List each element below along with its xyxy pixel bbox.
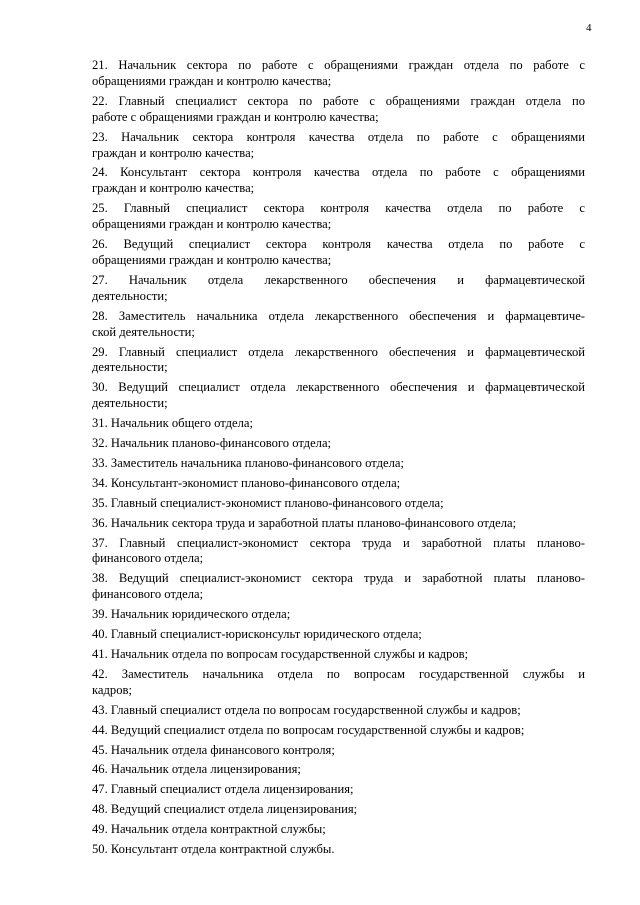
list-item [92,456,585,472]
list-item-first-line: 43. Главный специалист отдела по вопросам государственной службы и кадров; [92,702,521,717]
list-item-first-line: 45. Начальник отдела финансового контроля; [92,742,335,757]
list-item [92,94,585,126]
list-item-continuation: работе с обращениями граждан и контролю качества; [92,109,379,124]
list-item-first-line: 27. Начальник отдела лекарственного обеспечения и фармацевтической [92,272,585,287]
list-item-first-line: 47. Главный специалист отдела лицензирования; [92,782,354,797]
list-item-first-line: 28. Заместитель начальника отдела лекарственного обеспечения и фармацевтиче- [92,308,585,323]
list-item-first-line: 33. Заместитель начальника планово-финансового отдела; [92,455,404,470]
list-item-continuation: граждан и контролю качества; [92,181,255,196]
list-item-continuation: деятельности; [92,396,168,411]
list-item [92,667,585,699]
list-item-first-line: 24. Консультант сектора контроля качества отдела по работе с обращениями [92,165,585,180]
list-item-first-line: 36. Начальник сектора труда и заработной платы планово-финансового отдела; [92,515,517,530]
list-item-first-line: 41. Начальник отдела по вопросам государственной службы и кадров; [92,647,469,661]
list-item [92,58,585,90]
list-item-first-line: 49. Начальник отдела контрактной службы; [92,822,326,837]
list-item [92,762,585,778]
list-item-first-line: 37. Главный специалист-экономист сектора труда и заработной платы планово- [92,535,585,550]
list-item [92,476,585,492]
list-item-continuation: граждан и контролю качества; [92,145,255,160]
list-item-continuation: финансового отдела; [92,551,204,566]
list-item-continuation: обращениями граждан и контролю качества; [92,252,332,267]
list-item-continuation: обращениями граждан и контролю качества; [92,73,332,88]
list-item-continuation: деятельности; [92,360,168,375]
list-item-continuation: финансового отдела; [92,587,204,602]
list-item [92,309,585,341]
list-item-continuation: ской деятельности; [92,324,195,339]
list-item-continuation: обращениями граждан и контролю качества; [92,217,332,232]
list-item-first-line: 40. Главный специалист-юрисконсульт юридического отдела; [92,627,422,642]
list-item [92,536,585,568]
list-item [92,201,585,233]
list-item-first-line: 26. Ведущий специалист сектора контроля качества отдела по работе с [92,237,585,252]
list-item-first-line: 44. Ведущий специалист отдела по вопросам государственной службы и кадров; [92,722,525,737]
list-item-first-line: 29. Главный специалист отдела лекарственного обеспечения и фармацевтической [92,344,585,359]
list-item-first-line: 25. Главный специалист сектора контроля качества отдела по работе с [92,201,585,216]
list-item-first-line: 42. Заместитель начальника отдела по вопросам государственной службы и [92,666,585,681]
list-item-first-line: 46. Начальник отдела лицензирования; [92,762,301,777]
list-item [92,842,585,858]
list-item [92,723,585,739]
list-item-first-line: 48. Ведущий специалист отдела лицензирования; [92,802,358,817]
list-item-first-line: 38. Ведущий специалист-экономист сектора труда и заработной платы планово- [92,571,585,586]
list-item [92,436,585,452]
list-item [92,496,585,512]
list-item [92,607,585,623]
list-item-first-line: 50. Консультант отдела контрактной службы. [92,842,335,857]
list-item [92,782,585,798]
list-item-first-line: 22. Главный специалист сектора по работе с обращениями граждан отдела по [92,93,585,108]
list-item [92,743,585,759]
list-item-first-line: 23. Начальник сектора контроля качества отдела по работе с обращениями [92,129,585,144]
list-item [92,516,585,532]
list-item-continuation: деятельности; [92,288,168,303]
list-item [92,416,585,432]
list-item-continuation: кадров; [92,682,132,697]
list-item-first-line: 34. Консультант-экономист планово-финансового отдела; [92,475,401,490]
list-item [92,273,585,305]
list-item-first-line: 32. Начальник планово-финансового отдела; [92,436,332,451]
list-item [92,703,585,719]
list-item [92,627,585,643]
list-item-first-line: 21. Начальник сектора по работе с обращениями граждан отдела по работе с [92,58,585,72]
list-item [92,380,585,412]
list-item-first-line: 30. Ведущий специалист отдела лекарственного обеспечения и фармацевтической [92,380,585,395]
list-item [92,345,585,377]
list-item [92,571,585,603]
list-item [92,130,585,162]
list-item-first-line: 31. Начальник общего отдела; [92,416,254,431]
list-item-first-line: 39. Начальник юридического отдела; [92,607,291,622]
list-item [92,237,585,269]
list-item [92,802,585,818]
position-list [92,58,585,862]
page-number: 4 [586,22,592,34]
list-item [92,647,585,663]
list-item [92,822,585,838]
list-item-first-line: 35. Главный специалист-экономист планово-финансового отдела; [92,495,444,510]
list-item [92,165,585,197]
